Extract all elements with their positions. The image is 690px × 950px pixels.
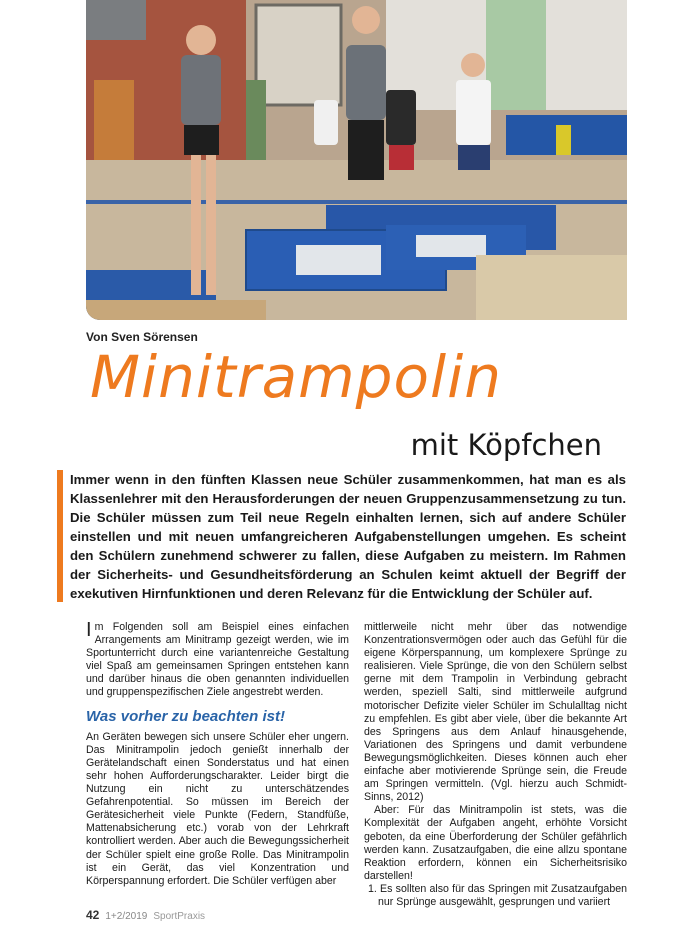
byline: Von Sven Sörensen: [86, 330, 198, 344]
lead-paragraph: Immer wenn in den fünften Klassen neue Schüler zusammenkommen, hat man es als Klassenlehrer mit den Herausforderungen der neuen Gruppenzusammensetzung zu tun. Die Schüler müssen zum Teil neue Regeln einhalten lernen, sich auf andere Schüler einstellen und mit neuen umfangreicheren Aufgabenstellungen umgehen. Es scheint den Schülern zunehmend schwerer zu fallen, diese Aufgaben zu meistern. Im Rahmen der Sicherheits- und Gesundheitsförderung an Schulen keimt aktuell der Begriff der exekutiven Hirnfunktionen und deren Relevanz für die Entwicklung der Schüler auf.: [70, 472, 626, 601]
intro-paragraph: [86, 621, 349, 700]
list-item: 1. Es sollten also für das Springen mit Zusatzaufgaben nur Sprünge ausgewählt, gesprungen und variiert: [368, 882, 627, 908]
issue-number: 1+2/2019: [105, 911, 148, 922]
page-subtitle: mit Köpfchen: [410, 428, 602, 462]
column-left: [86, 621, 349, 888]
intro-text: m Folgenden soll am Beispiel eines einfachen Arrangements am Minitramp gezeigt werden, wie im Sportunterricht durch eine variantenreiche Gestaltung viel Spaß am gemeinsamen Springen entstehen kann und darüber hinaus die oben genannten individuellen und gruppenspezifischen Ziele angestrebt werden.: [86, 621, 349, 699]
page-number: 42: [86, 908, 100, 922]
lead-accent-bar: [57, 470, 63, 602]
hero-photo: [86, 0, 627, 320]
magazine-name: SportPraxis: [153, 911, 206, 922]
drop-cap: I: [86, 619, 92, 641]
body-paragraph-left: An Geräten bewegen sich unsere Schüler eher ungern. Das Minitrampolin jedoch genießt innerhalb der Gerätelandschaft einen Sonderstatus und hat einen sehr hohen Aufforderungscharakter. Leider birgt die Nutzung ein nicht zu unterschätzendes Gefahrenpotential. So müssen im Bereich der Gerätesicherheit viele Punkte (Federn, Standfüße, Mattenabsicherung etc.) vorab von der Lehrkraft kontrolliert werden. Aber auch die Bewegungssicherheit der Schüler spielt eine große Rolle. Das Minitrampolin ist ein Gerät, das viel Konzentration und Körperspannung erfordert. Die Schüler verfügen aber: [86, 730, 349, 887]
section-heading: Was vorher zu beachten ist!: [86, 707, 285, 725]
page-title: Minitrampolin: [90, 343, 502, 411]
body-paragraph-right-2: Aber: Für das Minitrampolin ist stets, was die Komplexität der Aufgaben angeht, erhöhte Vorsicht geboten, da eine Überforderung der Schüler gefährlich werden kann. Zusatzaufgaben, die eine allzu spontane Reaktion erfordern, können ein Sicherheitsrisiko darstellen!: [364, 804, 627, 882]
column-right: [364, 621, 627, 909]
gym-scene-illustration: [86, 0, 627, 320]
page-footer: [86, 908, 205, 922]
body-paragraph-right-1: mittlerweile nicht mehr über das notwendige Konzentrationsvermögen oder auch das Gefühl für die eigene Körperspannung, um komplexere Sprünge zu realisieren. Viele Sprünge, die von den Schülern selbst gerne mit dem Trampolin in Verbindung gebracht werden, speziell Salti, sind mittlerweile aufgrund motorischer Defizite vieler Schüler im Schulalltag nicht zu empfehlen. Es gibt aber viele, über die bekannte Art des Springens aus dem Anlauf hinausgehende, Variationen des Springens und damit verbundene Bewegungsmöglichkeiten. Dieses können auch eher einfache aber motivierende Sprünge sein, die Freude am Springen vermitteln. (Vgl. hierzu auch Schmidt-Sinns, 2012): [364, 621, 627, 804]
